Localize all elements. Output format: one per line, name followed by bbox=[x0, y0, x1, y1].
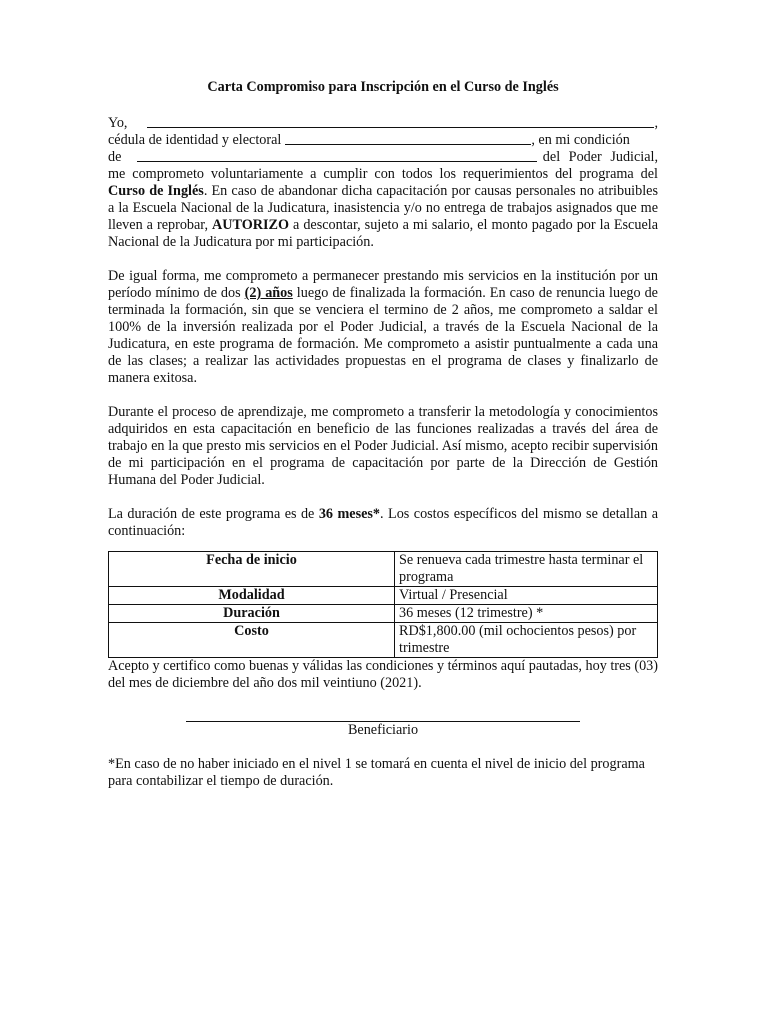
table-value: Se renueva cada trimestre hasta terminar el programa bbox=[395, 552, 658, 587]
curso-bold: Curso de Inglés bbox=[108, 183, 204, 199]
commitment-paragraph bbox=[108, 166, 658, 251]
cedula-line bbox=[108, 132, 658, 149]
table-label: Duración bbox=[109, 605, 395, 623]
name-blank[interactable] bbox=[147, 115, 654, 128]
duration-paragraph bbox=[108, 506, 658, 540]
name-comma: , bbox=[654, 115, 658, 131]
commitment-text-a: me comprometo voluntariamente a cumplir con todos los requerimientos del programa del bbox=[108, 166, 658, 182]
learning-paragraph: Durante el proceso de aprendizaje, me comprometo a transferir la metodología y conocimientos adquiridos en esta capacitación en beneficio de las funciones realizadas a través del área de trabajo en la que presto mis servicios en el Poder Judicial. Así mismo, acepto recibir supervisión de mi participación en el programa de capacitación por parte de la Dirección de Gestión Humana del Poder Judicial. bbox=[108, 404, 658, 488]
table-row bbox=[109, 552, 658, 587]
letter-body bbox=[108, 79, 658, 790]
acceptance-paragraph: Acepto y certifico como buenas y válidas las condiciones y términos aquí pautadas, hoy tres (03) del mes de diciembre del año dos mil veintiuno (2021). bbox=[108, 658, 659, 691]
commitment-text-c: a descontar, sujeto a mi salario, el monto pagado por la Escuela Nacional de la Judicatura por mi participación. bbox=[108, 217, 658, 250]
yo-label: Yo, bbox=[108, 115, 128, 131]
condicion-blank[interactable] bbox=[137, 149, 537, 162]
commitment-text-b: . En caso de abandonar dicha capacitación por causas personales no atribuibles a la Escuela Nacional de la Judicatura, inasistencia y/o no entrega de trabajos asignados que me lleven a reprobar, bbox=[108, 183, 658, 233]
table-label: Modalidad bbox=[109, 587, 395, 605]
condicion-line bbox=[108, 149, 658, 166]
signature-label: Beneficiario bbox=[347, 722, 419, 738]
costs-table bbox=[108, 551, 658, 658]
document-title: Carta Compromiso para Inscripción en el Curso de Inglés bbox=[207, 79, 559, 95]
poder-label: del Poder Judicial, bbox=[542, 149, 658, 165]
footnote: *En caso de no haber iniciado en el nivel 1 se tomará en cuenta el nivel de inicio del programa para contabilizar el tiempo de duración. bbox=[108, 756, 645, 789]
table-value: Virtual / Presencial bbox=[395, 587, 658, 605]
permanence-paragraph bbox=[108, 268, 658, 387]
permanence-text-b: luego de finalizada la formación. En caso de renuncia luego de terminada la formación, sin que se venciera el termino de 2 años, me comprometo a saldar el 100% de la inversión realizada por el Poder Judicial, a través de la Escuela Nacional de la Judicatura, en este programa de formación. Me comprometo a asistir puntualmente a cada una de las clases; a realizar las actividades propuestas en el programa de clases y finalizarlo de manera exitosa. bbox=[108, 285, 658, 386]
name-line bbox=[108, 115, 658, 132]
de-label: de bbox=[108, 149, 122, 165]
permanence-text-a: De igual forma, me comprometo a permanecer prestando mis servicios en la institución por un período mínimo de dos bbox=[108, 268, 658, 301]
cedula-label: cédula de identidad y electoral bbox=[108, 132, 282, 148]
condicion-label: , en mi condición bbox=[531, 132, 630, 148]
cedula-blank[interactable] bbox=[285, 132, 531, 145]
table-row bbox=[109, 623, 658, 658]
table-row bbox=[109, 587, 658, 605]
anos-bold: (2) años bbox=[244, 285, 293, 301]
duration-text-a: La duración de este programa es de bbox=[108, 506, 319, 522]
duration-bold: 36 meses* bbox=[318, 506, 381, 522]
table-value: RD$1,800.00 (mil ochocientos pesos) por trimestre bbox=[395, 623, 658, 658]
autorizo-bold: AUTORIZO bbox=[212, 217, 290, 233]
table-label: Costo bbox=[109, 623, 395, 658]
signature-block bbox=[108, 709, 658, 739]
table-row bbox=[109, 605, 658, 623]
table-label: Fecha de inicio bbox=[109, 552, 395, 587]
table-value: 36 meses (12 trimestre) * bbox=[395, 605, 658, 623]
signature-line[interactable] bbox=[186, 709, 580, 722]
duration-text-c: . Los costos específicos del mismo se detallan a continuación: bbox=[108, 506, 658, 539]
